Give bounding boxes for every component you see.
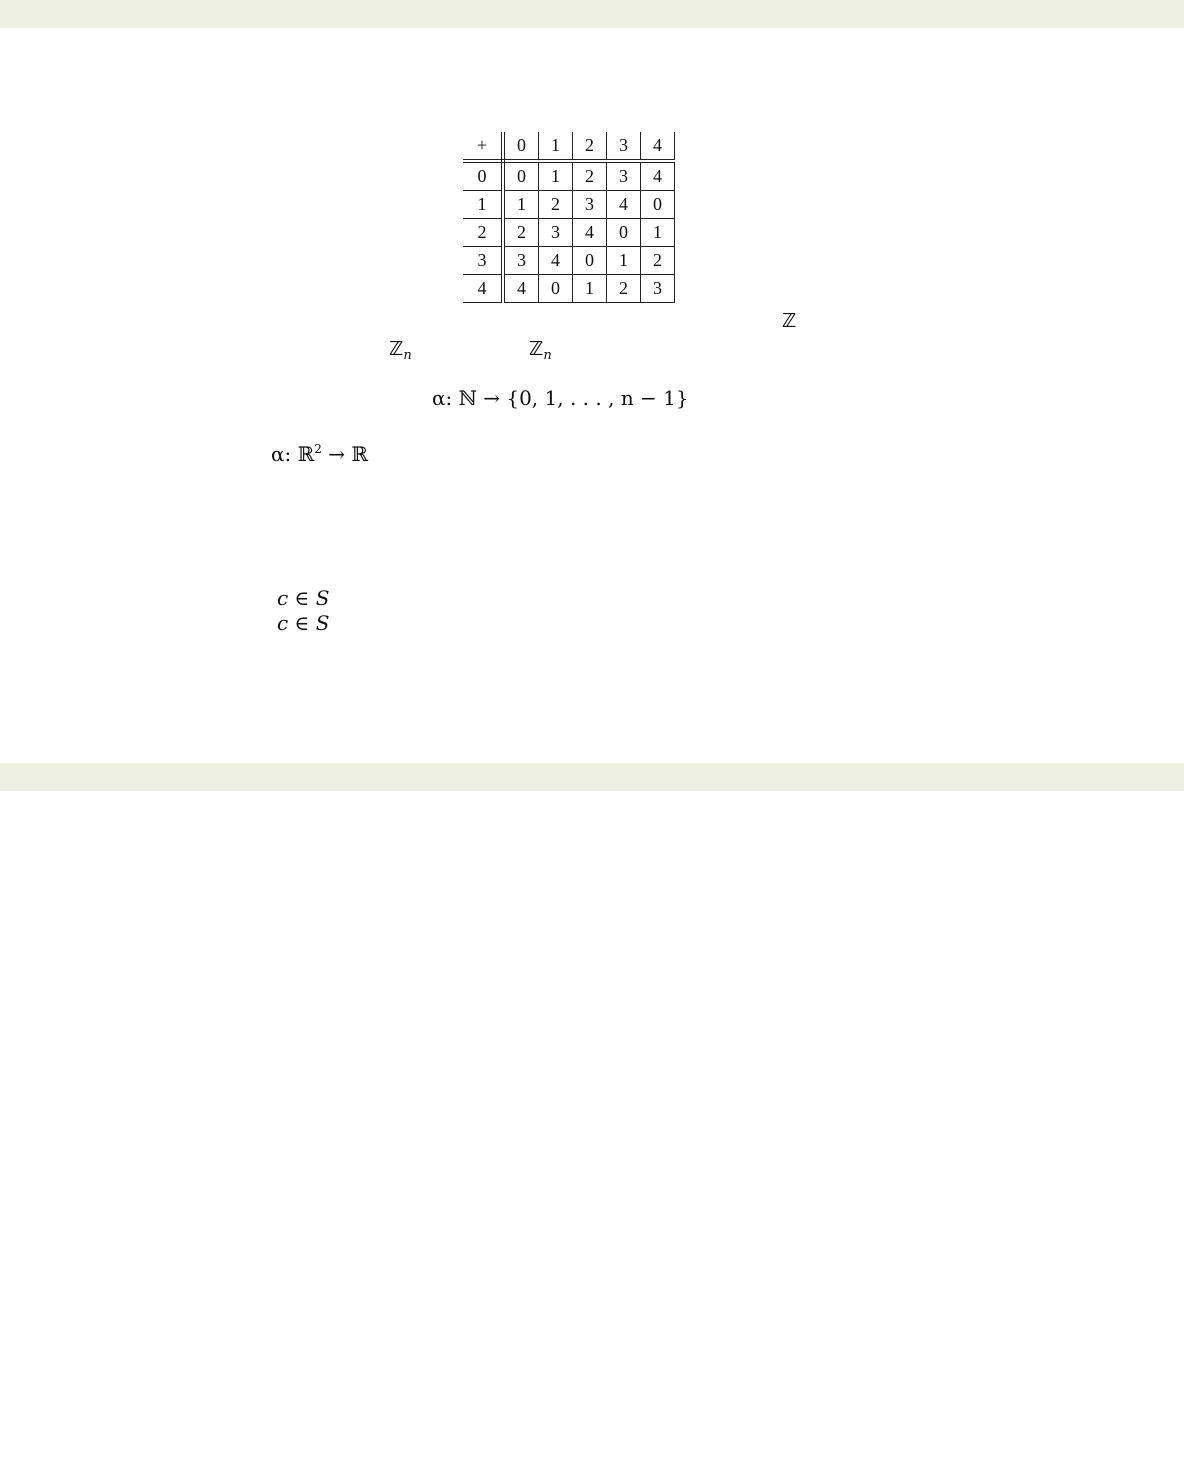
alpha-map-prefix: α: ℝ	[271, 442, 315, 466]
table-row	[463, 219, 675, 247]
table-cell: 1	[503, 191, 539, 219]
table-cell: 2	[539, 191, 573, 219]
alpha-map-suffix: → ℝ	[321, 442, 368, 466]
table-cell: 0	[539, 275, 573, 303]
table-cell: 3	[539, 219, 573, 247]
alpha-map-reals	[271, 442, 368, 466]
table-cell: 1	[573, 275, 607, 303]
table-cell: 2	[503, 219, 539, 247]
table-row	[463, 247, 675, 275]
column-header: 0	[503, 132, 539, 161]
zn-base-1: ℤ	[389, 338, 404, 360]
column-header: 1	[539, 132, 573, 161]
table-cell: 4	[539, 247, 573, 275]
table-cell: 4	[503, 275, 539, 303]
c-in-s-2: c ∈ S	[277, 611, 330, 635]
addition-mod-5-table	[463, 132, 675, 303]
zn-subscript-2: n	[543, 348, 552, 363]
zn-subscript-1: n	[403, 348, 412, 363]
table-row	[463, 275, 675, 303]
table-row	[463, 161, 675, 191]
table-cell: 1	[607, 247, 641, 275]
table-corner-operator: +	[463, 132, 503, 161]
zn-symbol-1	[389, 336, 412, 363]
bottom-banner	[0, 763, 1184, 791]
alpha-map-naturals: α: ℕ → {0, 1, . . . , n − 1}	[432, 386, 689, 410]
table-row	[463, 191, 675, 219]
table-cell: 3	[641, 275, 675, 303]
top-banner	[0, 0, 1184, 28]
row-header: 3	[463, 247, 503, 275]
table-cell: 3	[573, 191, 607, 219]
table-cell: 0	[641, 191, 675, 219]
table-cell: 2	[573, 161, 607, 191]
table-cell: 4	[607, 191, 641, 219]
row-header: 0	[463, 161, 503, 191]
integers-symbol: ℤ	[782, 310, 797, 332]
row-header: 4	[463, 275, 503, 303]
row-header: 1	[463, 191, 503, 219]
column-header: 2	[573, 132, 607, 161]
column-header: 4	[641, 132, 675, 161]
table-cell: 2	[641, 247, 675, 275]
column-header: 3	[607, 132, 641, 161]
table-cell: 4	[573, 219, 607, 247]
table-cell: 1	[539, 161, 573, 191]
zn-base-2: ℤ	[529, 338, 544, 360]
c-in-s-1: c ∈ S	[277, 586, 330, 610]
row-header: 2	[463, 219, 503, 247]
zn-symbol-2	[529, 336, 552, 363]
table-header-row	[463, 132, 675, 161]
table-cell: 3	[503, 247, 539, 275]
table-cell: 4	[641, 161, 675, 191]
table-cell: 3	[607, 161, 641, 191]
table-cell: 2	[607, 275, 641, 303]
alpha-map-exponent: 2	[314, 442, 322, 456]
table-cell: 0	[607, 219, 641, 247]
table-cell: 0	[573, 247, 607, 275]
addition-table-container	[463, 132, 675, 303]
table-cell: 0	[503, 161, 539, 191]
table-cell: 1	[641, 219, 675, 247]
